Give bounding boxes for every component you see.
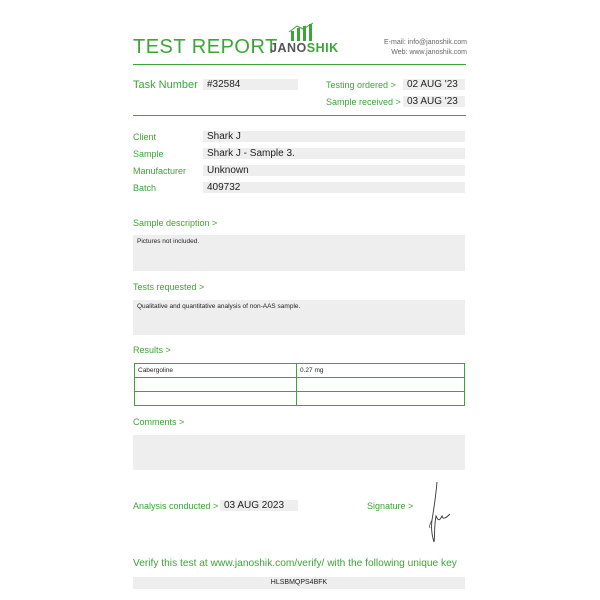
manufacturer-value: Unknown xyxy=(203,165,465,176)
results-label: Results > xyxy=(133,345,171,355)
table-row xyxy=(135,364,465,378)
results-table xyxy=(134,363,465,406)
signature-label: Signature > xyxy=(367,501,414,511)
report-title: TEST REPORT xyxy=(133,36,278,58)
header-divider xyxy=(133,64,466,65)
batch-value: 409732 xyxy=(203,182,465,193)
sample-label: Sample xyxy=(133,149,164,159)
sample-value: Shark J - Sample 3. xyxy=(203,148,465,159)
result-value-cell xyxy=(297,378,465,392)
client-label: Client xyxy=(133,132,157,142)
verify-key: HLSBMQPS4BFK xyxy=(133,577,465,589)
sample-received-label: Sample received > xyxy=(326,97,401,107)
testing-ordered-value: 02 AUG '23 xyxy=(403,79,465,90)
contact-email: E-mail: info@janoshik.com xyxy=(384,39,467,46)
sample-description-label: Sample description > xyxy=(133,218,218,228)
comments-label: Comments > xyxy=(133,417,185,427)
analysis-conducted-value: 03 AUG 2023 xyxy=(220,500,298,511)
analysis-conducted-label: Analysis conducted > xyxy=(133,501,219,511)
sample-description-box: Pictures not included. xyxy=(133,235,465,271)
tests-requested-label: Tests requested > xyxy=(133,282,205,292)
task-number-label: Task Number xyxy=(133,79,198,91)
result-value-cell: 0.27 mg xyxy=(297,364,465,378)
result-name-cell: Cabergoline xyxy=(135,364,297,378)
logo-wordmark: JANOSHIK xyxy=(270,41,339,55)
verify-text: Verify this test at www.janoshik.com/verify/ with the following unique key xyxy=(133,558,457,569)
janoshik-logo xyxy=(270,22,340,58)
result-name-cell xyxy=(135,378,297,392)
client-value: Shark J xyxy=(203,131,465,142)
batch-label: Batch xyxy=(133,183,157,193)
logo-bars-icon xyxy=(285,22,325,42)
sample-received-value: 03 AUG '23 xyxy=(403,96,465,107)
contact-info xyxy=(384,38,467,58)
task-number-value: #32584 xyxy=(203,79,298,90)
result-name-cell xyxy=(135,392,297,406)
table-row xyxy=(135,392,465,406)
result-value-cell xyxy=(297,392,465,406)
signature-image xyxy=(420,480,456,550)
table-row xyxy=(135,378,465,392)
manufacturer-label: Manufacturer xyxy=(133,166,187,176)
comments-box xyxy=(133,435,465,470)
testing-ordered-label: Testing ordered > xyxy=(326,80,396,90)
tests-requested-box: Qualitative and quantitative analysis of non-AAS sample. xyxy=(133,300,465,335)
contact-web: Web: www.janoshik.com xyxy=(391,49,467,56)
task-divider xyxy=(133,115,466,116)
